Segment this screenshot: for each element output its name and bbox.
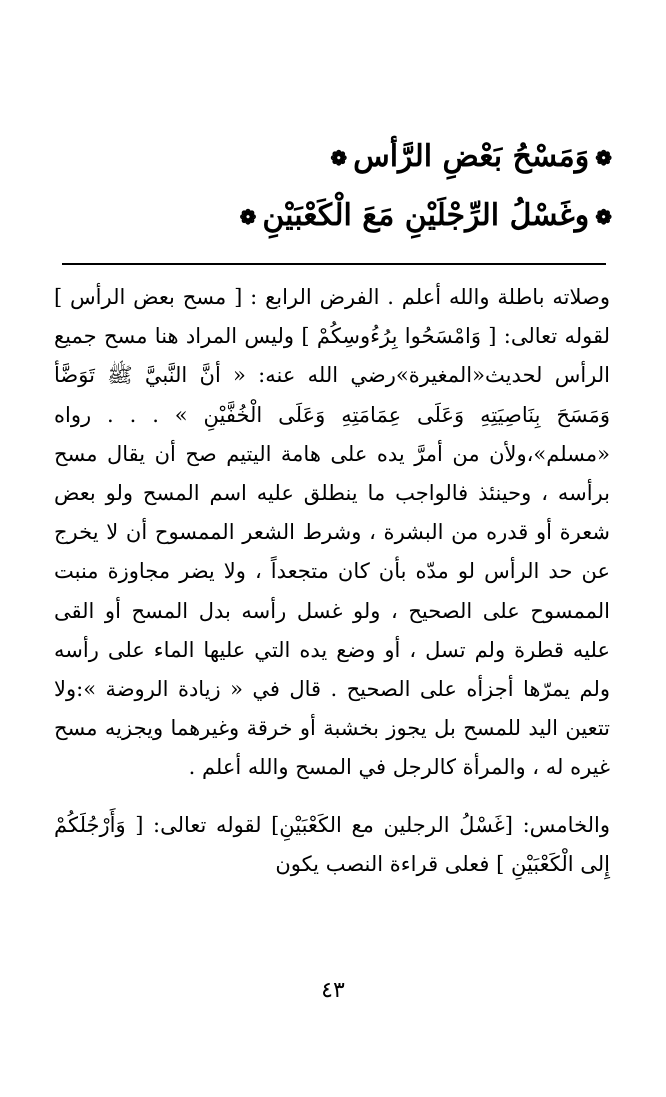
heading-divider	[62, 263, 606, 265]
heading-head-wiping	[48, 128, 618, 187]
heading-feet-washing	[48, 187, 618, 246]
heading-text: وغَسْلُ الرِّجْلَيْنِ مَعَ الْكَعْبَيْنِ	[262, 198, 590, 233]
section-headings	[48, 128, 618, 246]
ornament-icon: ❁	[595, 146, 612, 170]
ornament-icon: ❁	[595, 205, 612, 229]
heading-text: وَمَسْحُ بَعْضِ الرَّأس	[353, 139, 590, 174]
page-number: ٤٣	[321, 978, 345, 1003]
paragraph-fourth-obligation: وصلاته باطلة والله أعلم . الفرض الرابع : [ مسح بعض الرأس ] لقوله تعالى: [ وَامْسَحُوا بِرُءُوسِكُمْ ] وليس المراد هنا مسح جميع الرأس لحديث«المغيرة»رضي الله عنه: « أنَّ النَّبيَّ ﷺ تَوَضَّأ وَمَسَحَ بِنَاصِيَتِهِ وَعَلَى عِمَامَتِهِ وَعَلَى الْخُفَّيْنِ » . . . رواه «مسلم»،ولأن من أمرَّ يده على هامة اليتيم صح أن يقال مسح برأسه ، وحينئذ فالواجب ما ينطلق عليه اسم المسح ولو بعض شعرة أو قدره من البشرة ، وشرط الشعر الممسوح أن لا يخرج عن حد الرأس لو مدّه بأن كان متجعداً ، ولا يضر مجاوزة منبت الممسوح على الصحيح ، ولو غسل رأسه بدل المسح أو القى عليه قطرة ولم تسل ، أو وضع يده التي عليها الماء على رأسه ولم يمرّها أجزأه على الصحيح . قال في « زيادة الروضة »:ولا تتعين اليد للمسح بل يجوز بخشبة أو خرقة وغيرهما ويجزيه مسح غيره له ، والمرأة كالرجل في المسح والله أعلم .	[54, 285, 611, 780]
paragraph-fifth-obligation: والخامس: [غَسْلُ الرجلين مع الكَعْبَيْنِ] لقوله تعالى: [ وَأَرْجُلَكُمْ إِلى الْكَعْبَيْنِ ] فعلى قراءة النصب يكون	[54, 812, 610, 876]
ornament-icon: ❁	[330, 146, 348, 170]
ornament-icon: ❁	[239, 205, 257, 229]
body-text	[54, 278, 610, 884]
